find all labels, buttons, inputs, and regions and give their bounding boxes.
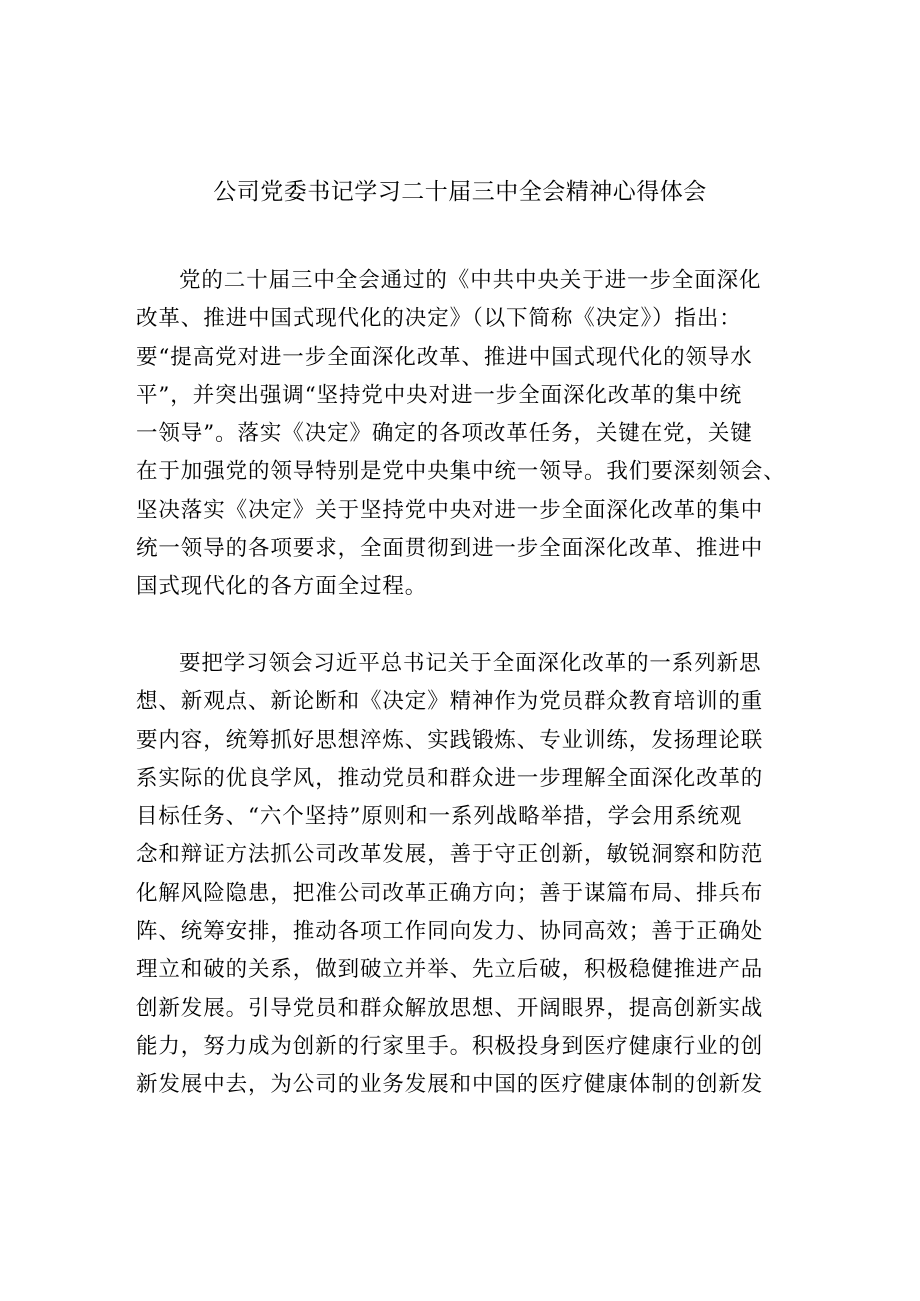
paragraph-line: 阵、统筹安排，推动各项工作同向发力、协同高效；善于正确处 (136, 919, 764, 945)
paragraph-line: 目标任务、“六个坚持”原则和一系列战略举措，学会用系统观 (136, 804, 743, 830)
paragraph-line: 改革、推进中国式现代化的决定》（以下简称《决定》）指出： (136, 306, 742, 332)
paragraph-line: 化解风险隐患，把准公司改革正确方向；善于谋篇布局、排兵布 (136, 880, 764, 906)
paragraph-2 (136, 645, 786, 1105)
paragraph-line: 党的二十届三中全会通过的《中共中央关于进一步全面深化 (179, 268, 762, 293)
paragraph-line: 想、新观点、新论断和《决定》精神作为党员群众教育培训的重 (136, 689, 764, 715)
paragraph-line: 系实际的优良学风，推动党员和群众进一步理解全面深化改革的 (136, 765, 764, 791)
paragraph-line: 坚决落实《决定》关于坚持党中央对进一步全面深化改革的集中 (136, 497, 764, 523)
paragraph-line: 理立和破的关系，做到破立并举、先立后破，积极稳健推进产品 (136, 957, 764, 983)
paragraph-line: 国式现代化的各方面全过程。 (136, 574, 428, 600)
paragraph-line: 要把学习领会习近平总书记关于全面深化改革的一系列新思 (179, 651, 762, 676)
paragraph-line: 要内容，统筹抓好思想淬炼、实践锻炼、专业训练，发扬理论联 (136, 727, 764, 753)
paragraph-line: 新发展中去，为公司的业务发展和中国的医疗健康体制的创新发 (136, 1072, 764, 1098)
paragraph-line: 在于加强党的领导特别是党中央集中统一领导。我们要深刻领会、 (136, 459, 786, 485)
paragraph-line: 平”，并突出强调“坚持党中央对进一步全面深化改革的集中统 (136, 382, 743, 408)
paragraph-line: 创新发展。引导党员和群众解放思想、开阔眼界，提高创新实战 (136, 995, 764, 1021)
paragraph-line: 一领导”。落实《决定》确定的各项改革任务，关键在党，关键 (136, 421, 753, 447)
paragraph-line: 要“提高党对进一步全面深化改革、推进中国式现代化的领导水 (136, 344, 753, 370)
paragraph-line: 念和辩证方法抓公司改革发展，善于守正创新，敏锐洞察和防范 (136, 842, 764, 868)
document-title: 公司党委书记学习二十届三中全会精神心得体会 (213, 179, 707, 205)
paragraph-line: 统一领导的各项要求，全面贯彻到进一步全面深化改革、推进中 (136, 536, 764, 562)
paragraph-1 (136, 262, 786, 607)
paragraph-line: 能力，努力成为创新的行家里手。积极投身到医疗健康行业的创 (136, 1033, 764, 1059)
